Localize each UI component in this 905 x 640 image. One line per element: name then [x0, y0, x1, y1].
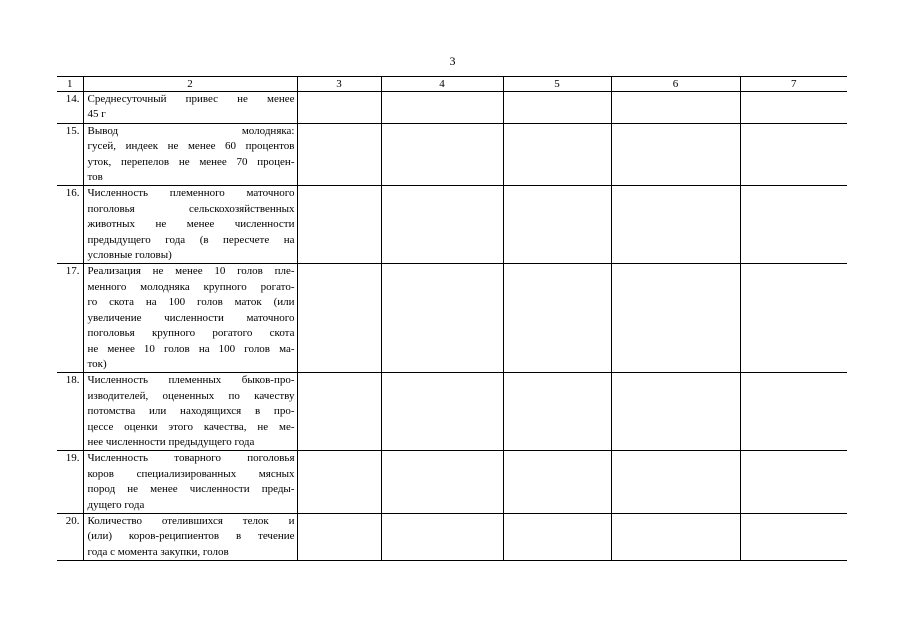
- description-line: Количество отелившихся телок и: [87, 514, 295, 527]
- row-number: 15.: [57, 123, 83, 186]
- value-cell: [611, 123, 740, 186]
- value-cell: [503, 186, 611, 264]
- page-number: 3: [449, 54, 456, 68]
- value-cell: [611, 186, 740, 264]
- indicators-table: [57, 76, 847, 561]
- row-number: 19.: [57, 451, 83, 514]
- table-row: [57, 513, 847, 560]
- description-line: цессе оценки этого качества, не ме-: [87, 420, 295, 433]
- value-cell: [503, 92, 611, 124]
- value-cell: [611, 451, 740, 514]
- row-number: 20.: [57, 513, 83, 560]
- value-cell: [740, 123, 847, 186]
- description-line: увеличение численности маточного: [87, 311, 295, 324]
- column-header: 4: [381, 77, 503, 92]
- description-line: гусей, индеек не менее 60 процентов: [87, 140, 295, 153]
- value-cell: [297, 451, 381, 514]
- column-header: 6: [611, 77, 740, 92]
- indicator-description: [83, 264, 297, 373]
- value-cell: [503, 123, 611, 186]
- value-cell: [740, 451, 847, 514]
- value-cell: [503, 451, 611, 514]
- value-cell: [297, 513, 381, 560]
- value-cell: [297, 92, 381, 124]
- description-line: животных не менее численности: [87, 218, 295, 231]
- description-line: Вывод молодняка:: [87, 124, 295, 137]
- description-line: уток, перепелов не менее 70 процен-: [87, 155, 295, 168]
- column-header: 1: [57, 77, 83, 92]
- row-number: 14.: [57, 92, 83, 124]
- table-row: [57, 451, 847, 514]
- description-line: условные головы): [87, 249, 172, 262]
- value-cell: [381, 264, 503, 373]
- indicator-description: [83, 92, 297, 124]
- description-line: ток): [87, 357, 107, 370]
- indicator-description: [83, 451, 297, 514]
- row-number: 18.: [57, 373, 83, 451]
- description-line: коров специализированных мясных: [87, 467, 295, 480]
- description-line: Численность племенного маточного: [87, 187, 295, 200]
- description-line: поголовья сельскохозяйственных: [87, 202, 295, 215]
- table-row: [57, 186, 847, 264]
- indicator-description: [83, 123, 297, 186]
- value-cell: [297, 373, 381, 451]
- description-line: не менее 10 голов на 100 голов ма-: [87, 342, 295, 355]
- description-line: 45 г: [87, 108, 106, 121]
- table-header-row: [57, 77, 847, 92]
- value-cell: [740, 264, 847, 373]
- description-line: изводителей, оцененных по качеству: [87, 389, 295, 402]
- value-cell: [381, 373, 503, 451]
- indicator-description: [83, 373, 297, 451]
- value-cell: [381, 92, 503, 124]
- row-number: 16.: [57, 186, 83, 264]
- indicator-description: [83, 513, 297, 560]
- value-cell: [297, 264, 381, 373]
- table-row: [57, 373, 847, 451]
- value-cell: [503, 373, 611, 451]
- value-cell: [611, 264, 740, 373]
- description-line: Численность товарного поголовья: [87, 452, 295, 465]
- value-cell: [740, 373, 847, 451]
- description-line: Среднесуточный привес не менее: [87, 93, 295, 105]
- value-cell: [503, 513, 611, 560]
- description-line: (или) коров-реципиентов в течение: [87, 530, 295, 543]
- description-line: нее численности предыдущего года: [87, 435, 255, 448]
- description-line: го скота на 100 голов маток (или: [87, 296, 295, 309]
- row-number: 17.: [57, 264, 83, 373]
- value-cell: [297, 123, 381, 186]
- value-cell: [740, 92, 847, 124]
- column-header: 5: [503, 77, 611, 92]
- description-line: года с момента закупки, голов: [87, 545, 229, 558]
- value-cell: [381, 513, 503, 560]
- table-row: [57, 264, 847, 373]
- description-line: менного молодняка крупного рогато-: [87, 280, 295, 293]
- value-cell: [611, 513, 740, 560]
- description-line: дущего года: [87, 498, 145, 511]
- description-line: предыдущего года (в пересчете на: [87, 233, 295, 246]
- column-header: 2: [83, 77, 297, 92]
- description-line: пород не менее численности преды-: [87, 483, 295, 496]
- value-cell: [381, 123, 503, 186]
- value-cell: [740, 513, 847, 560]
- value-cell: [381, 451, 503, 514]
- description-line: поголовья крупного рогатого скота: [87, 327, 295, 340]
- value-cell: [611, 92, 740, 124]
- value-cell: [297, 186, 381, 264]
- column-header: 7: [740, 77, 847, 92]
- column-header: 3: [297, 77, 381, 92]
- description-line: Численность племенных быков-про-: [87, 374, 295, 387]
- indicator-description: [83, 186, 297, 264]
- table-row: [57, 92, 847, 124]
- value-cell: [740, 186, 847, 264]
- description-line: Реализация не менее 10 голов пле-: [87, 265, 295, 278]
- table-row: [57, 123, 847, 186]
- value-cell: [503, 264, 611, 373]
- description-line: тов: [87, 171, 103, 184]
- description-line: потомства или находящихся в про-: [87, 405, 295, 418]
- value-cell: [381, 186, 503, 264]
- value-cell: [611, 373, 740, 451]
